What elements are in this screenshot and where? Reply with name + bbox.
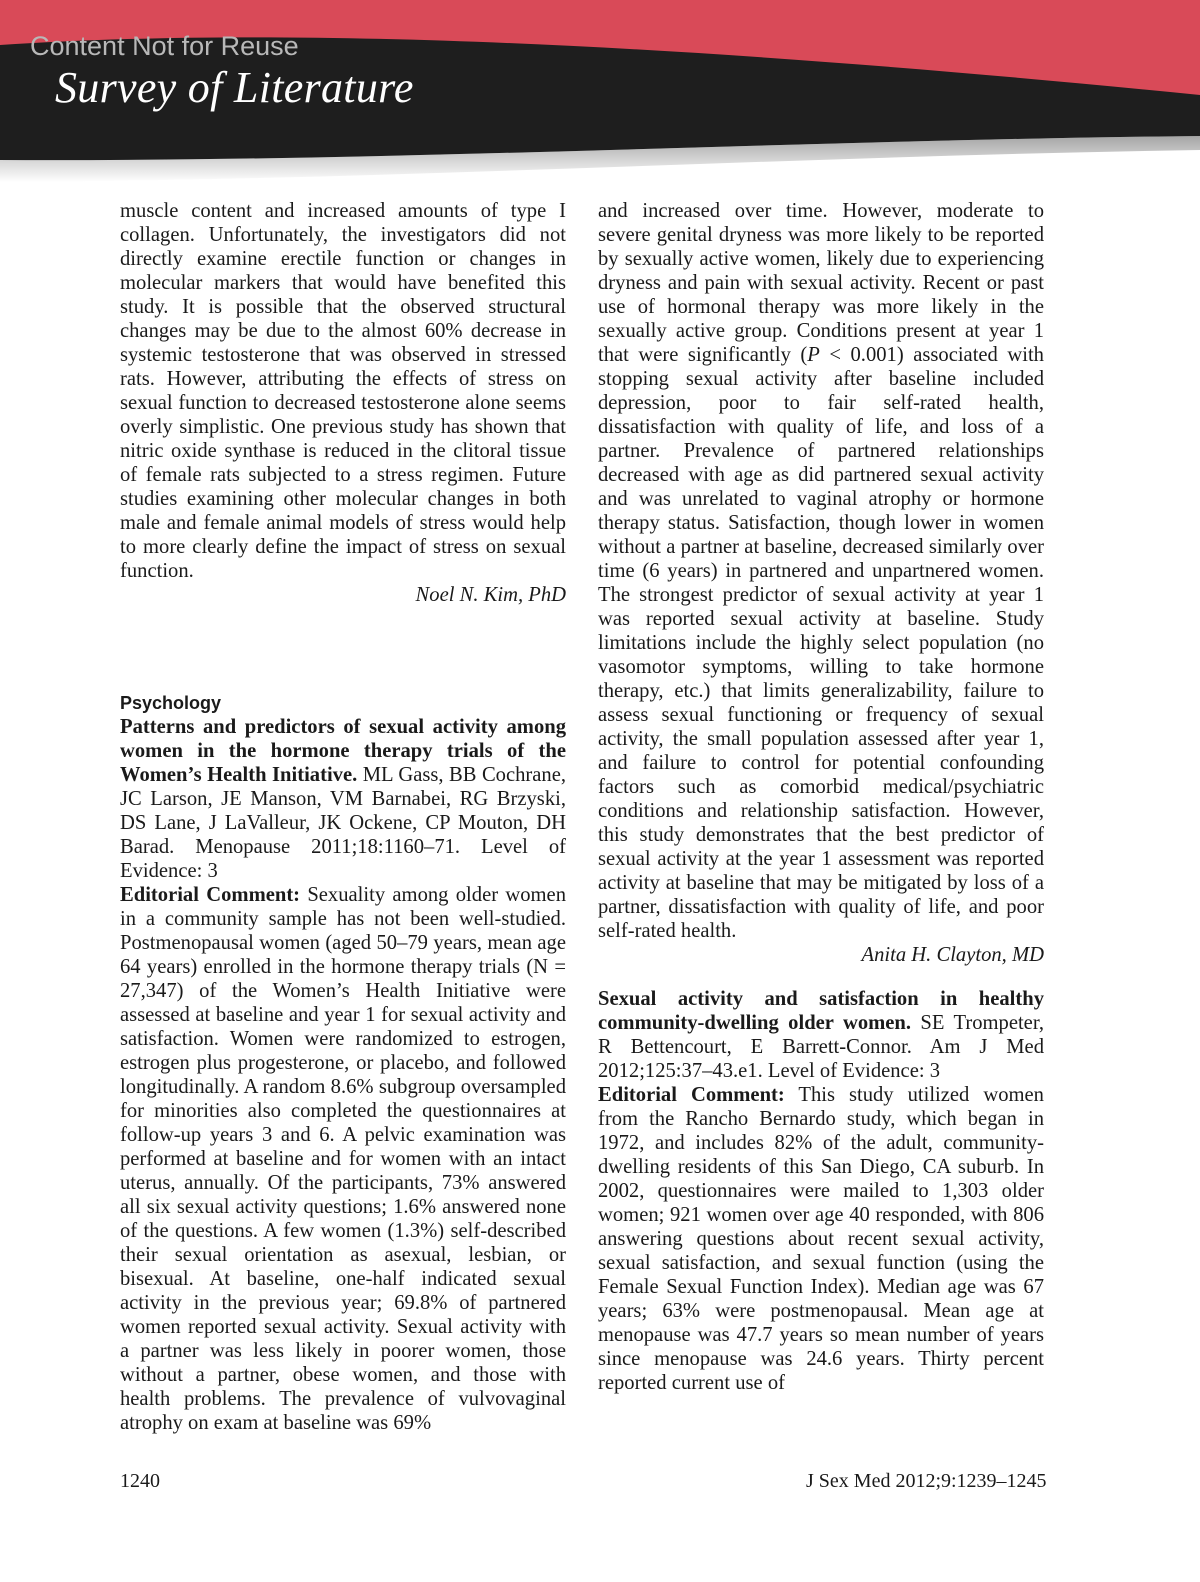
editorial-comment bbox=[120, 883, 566, 1435]
editorial-comment bbox=[598, 1083, 1044, 1395]
page-header bbox=[0, 0, 1200, 200]
continued-text-a: and increased over time. However, moderate to severe genital dryness was more likely to be reported by sexually active women, likely due to experiencing dryness and pain with sexual activity. Recent or past use of hormonal therapy was more likely in the sexually active group. Conditions present at year 1 that were significantly ( bbox=[598, 200, 1044, 366]
article-citation: ML Gass, BB Cochrane, JC Larson, JE Manson, VM Barnabei, RG Brzyski, DS Lane, J LaValleur, JK Ockene, CP Mouton, DH Barad. Menopause 2011;18:1160–71. Level of Evidence: 3 bbox=[120, 764, 566, 882]
editorial-text: This study utilized women from the Rancho Bernardo study, which began in 1972, and includes 82% of the adult, community-dwelling residents of this San Diego, CA suburb. In 2002, questionnaires were mailed to 1,303 older women; 921 women over age 40 responded, with 806 answering questions about recent sexual activity, sexual satisfaction, and sexual function (using the Female Sexual Function Index). Median age was 67 years; 63% were postmenopausal. Mean age at menopause was 47.7 years so mean number of years since menopause was 24.6 years. Thirty percent reported current use of bbox=[598, 1084, 1044, 1394]
editorial-label: Editorial Comment: bbox=[120, 884, 301, 906]
article-title: Sexual activity and satisfaction in healthy community-dwelling older women. bbox=[598, 988, 1044, 1034]
category-heading: Psychology bbox=[120, 693, 222, 713]
editorial-label: Editorial Comment: bbox=[598, 1084, 785, 1106]
article-citation: SE Trompeter, R Bettencourt, E Barrett-Connor. Am J Med 2012;125:37–43.e1. Level of Evidence: 3 bbox=[598, 1012, 1045, 1082]
page-number: 1240 bbox=[120, 1470, 160, 1492]
article-reference bbox=[120, 715, 566, 883]
continued-text-b: < 0.001) associated with stopping sexual activity after baseline included depression, poor to fair self-rated health, dissatisfaction with quality of life, and loss of a partner. Prevalence of partnered relationships decreased with age as did partnered sexual activity and was unrelated to vaginal atrophy or hormone therapy status. Satisfaction, though lower in women without a partner at baseline, decreased similarly over time (6 years) in partnered and unpartnered women. The strongest predictor of sexual activity at year 1 was reported sexual activity at baseline. Study limitations include the highly select population (no vasomotor symptoms, willing to take hormone therapy, etc.) that limits generalizability, failure to assess sexual functioning or frequency of sexual activity, the small population assessed after year 1, and failure to control for potential confounding factors such as comorbid medical/psychiatric conditions and relationship satisfaction. However, this study demonstrates that the best predictor of sexual activity at the year 1 assessment was reported activity at baseline that may be mitigated by loss of a partner, dissatisfaction with quality of life, and poor self-rated health. bbox=[598, 344, 1044, 942]
journal-reference: J Sex Med 2012;9:1239–1245 bbox=[806, 1470, 1047, 1492]
article-reference bbox=[598, 987, 1044, 1083]
continued-editorial bbox=[598, 199, 1044, 943]
watermark-text: Content Not for Reuse bbox=[30, 31, 299, 61]
section-title: Survey of Literature bbox=[55, 63, 414, 112]
right-column bbox=[598, 199, 1044, 1395]
author-signature: Noel N. Kim, PhD bbox=[415, 584, 566, 606]
continued-paragraph: muscle content and increased amounts of type I collagen. Unfortunately, the investigators did not directly examine erectile function or changes in molecular markers that would have benefited this study. It is possible that the observed structural changes may be due to the almost 60% decrease in systemic testosterone that was observed in stressed rats. However, attributing the effects of stress on sexual function to decreased testosterone alone seems overly simplistic. One previous study has shown that nitric oxide synthase is reduced in the clitoral tissue of female rats subjected to a stress regimen. Future studies examining other molecular changes in both male and female animal models of stress would help to more clearly define the impact of stress on sexual function. bbox=[120, 200, 566, 582]
editorial-text: Sexuality among older women in a community sample has not been well-studied. Postmenopausal women (aged 50–79 years, mean age 64 years) enrolled in the hormone therapy trials (N = 27,347) of the Women’s Health Initiative were assessed at baseline and year 1 for sexual activity and satisfaction. Women were randomized to estrogen, estrogen plus progesterone, or placebo, and followed longitudinally. A random 8.6% subgroup oversampled for minorities also completed the questionnaires at follow-up years 3 and 6. A pelvic examination was performed at baseline and for women with an intact uterus, annually. Of the participants, 73% answered all six sexual activity questions; 1.6% answered none of the questions. A few women (1.3%) self-described their sexual orientation as asexual, lesbian, or bisexual. At baseline, one-half indicated sexual activity in the previous year; 69.8% of partnered women reported sexual activity. Sexual activity with a partner was less likely in poorer women, those without a partner, obese women, and those with health problems. The prevalence of vulvovaginal atrophy on exam at baseline was 69% bbox=[120, 884, 566, 1434]
article-title: Patterns and predictors of sexual activity among women in the hormone therapy trials of the Women’s Health Initiative. bbox=[120, 716, 566, 786]
p-value-symbol: P bbox=[807, 344, 820, 366]
author-signature: Anita H. Clayton, MD bbox=[861, 944, 1044, 966]
left-column bbox=[120, 199, 566, 1435]
